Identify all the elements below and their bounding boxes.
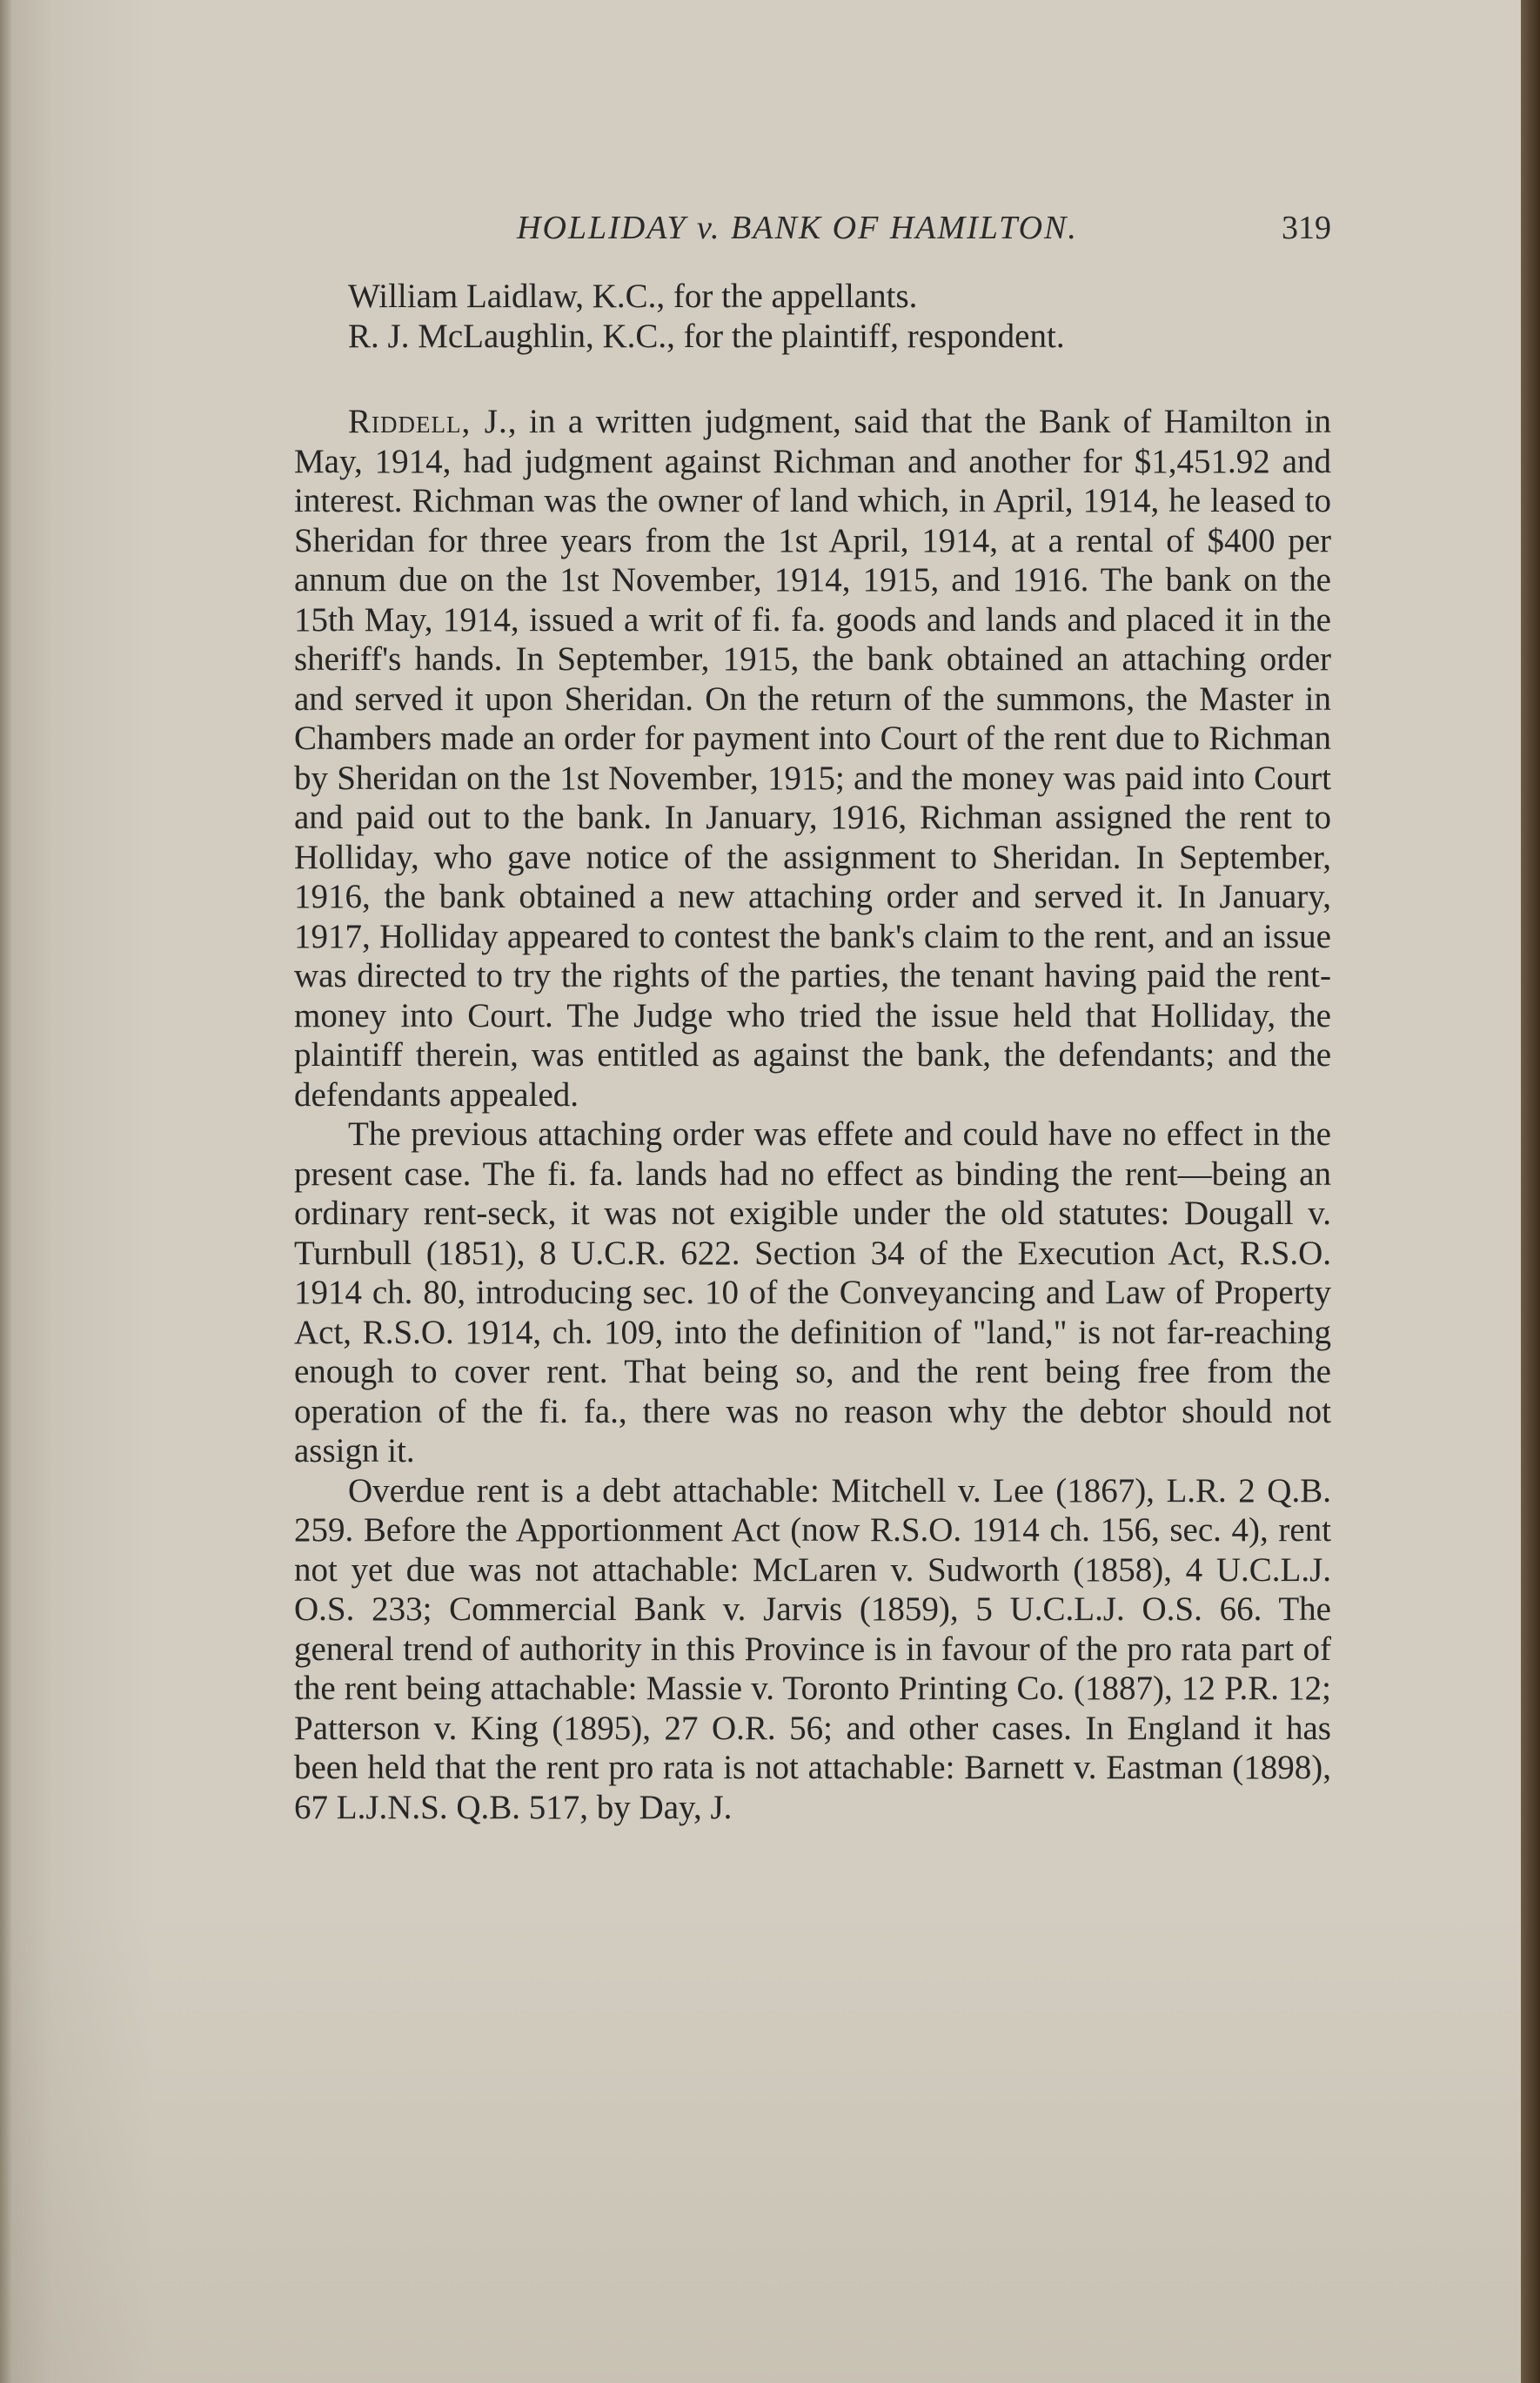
page-number: 319 bbox=[1282, 210, 1331, 246]
running-title: HOLLIDAY v. BANK OF HAMILTON. bbox=[517, 210, 1078, 246]
judgment-paragraph-3: Overdue rent is a debt attachable: Mitchell v. Lee (1867), L.R. 2 Q.B. 259. Before the Apportionment Act (now R.S.O. 1914 ch. 156, sec. 4), rent not yet due was not attachable: McLaren v. Sudworth (1858), 4 U.C.L.J. O.S. 233; Commercial Bank v. Jarvis (1859), 5 U.C.L.J. O.S. 66. The general trend of authority in this Province is in favour of the pro rata part of the rent being attachable: Massie v. Toronto Printing Co. (1887), 12 P.R. 12; Patterson v. King (1895), 27 O.R. 56; and other cases. In England it has been held that the rent pro rata is not attachable: Barnett v. Eastman (1898), 67 L.J.N.S. Q.B. 517, by Day, J. bbox=[294, 1471, 1331, 1826]
counsel-block bbox=[294, 277, 1331, 357]
judgment-paragraph-2: The previous attaching order was effete and could have no effect in the present case. The fi. fa. lands had no effect as binding the rent—being an ordinary rent-seck, it was not exigible under the old statutes: Dougall v. Turnbull (1851), 8 U.C.R. 622. Section 34 of the Execution Act, R.S.O. 1914 ch. 80, introducing sec. 10 of the Conveyancing and Law of Property Act, R.S.O. 1914, ch. 109, into the definition of "land," is not far-reaching enough to cover rent. That being so, and the rent being free from the operation of the fi. fa., there was no reason why the debtor should not assign it. bbox=[294, 1115, 1331, 1469]
page-edge bbox=[1521, 0, 1540, 2383]
counsel-line-appellants: William Laidlaw, K.C., for the appellants. bbox=[348, 278, 918, 315]
counsel-line-respondent: R. J. McLaughlin, K.C., for the plaintiff, respondent. bbox=[348, 318, 1065, 355]
running-head bbox=[294, 209, 1331, 252]
judge-name: Riddell, J. bbox=[348, 403, 508, 440]
page-gutter-shadow bbox=[0, 0, 12, 2383]
judgment-text bbox=[294, 402, 1331, 1827]
judgment-paragraph-1-text: , in a written judgment, said that the Bank of Hamilton in May, 1914, had judgment against Richman and another for $1,451.92 and interest. Richman was the owner of land which, in April, 1914, he leased to Sheridan for three years from the 1st April, 1914, at a rental of $400 per annum due on the 1st November, 1914, 1915, and 1916. The bank on the 15th May, 1914, issued a writ of fi. fa. goods and lands and placed it in the sheriff's hands. In September, 1915, the bank obtained an attaching order and served it upon Sheridan. On the return of the summons, the Master in Chambers made an order for payment into Court of the rent due to Richman by Sheridan on the 1st November, 1915; and the money was paid into Court and paid out to the bank. In January, 1916, Richman assigned the rent to Holliday, who gave notice of the assignment to Sheridan. In September, 1916, the bank obtained a new attaching order and served it. In January, 1917, Holliday appeared to contest the bank's claim to the rent, and an issue was directed to try the rights of the parties, the tenant having paid the rent-money into Court. The Judge who tried the issue held that Holliday, the plaintiff therein, was entitled as against the bank, the defendants; and the defendants appealed. bbox=[294, 403, 1332, 1114]
judgment-paragraph-1 bbox=[294, 402, 1331, 1115]
